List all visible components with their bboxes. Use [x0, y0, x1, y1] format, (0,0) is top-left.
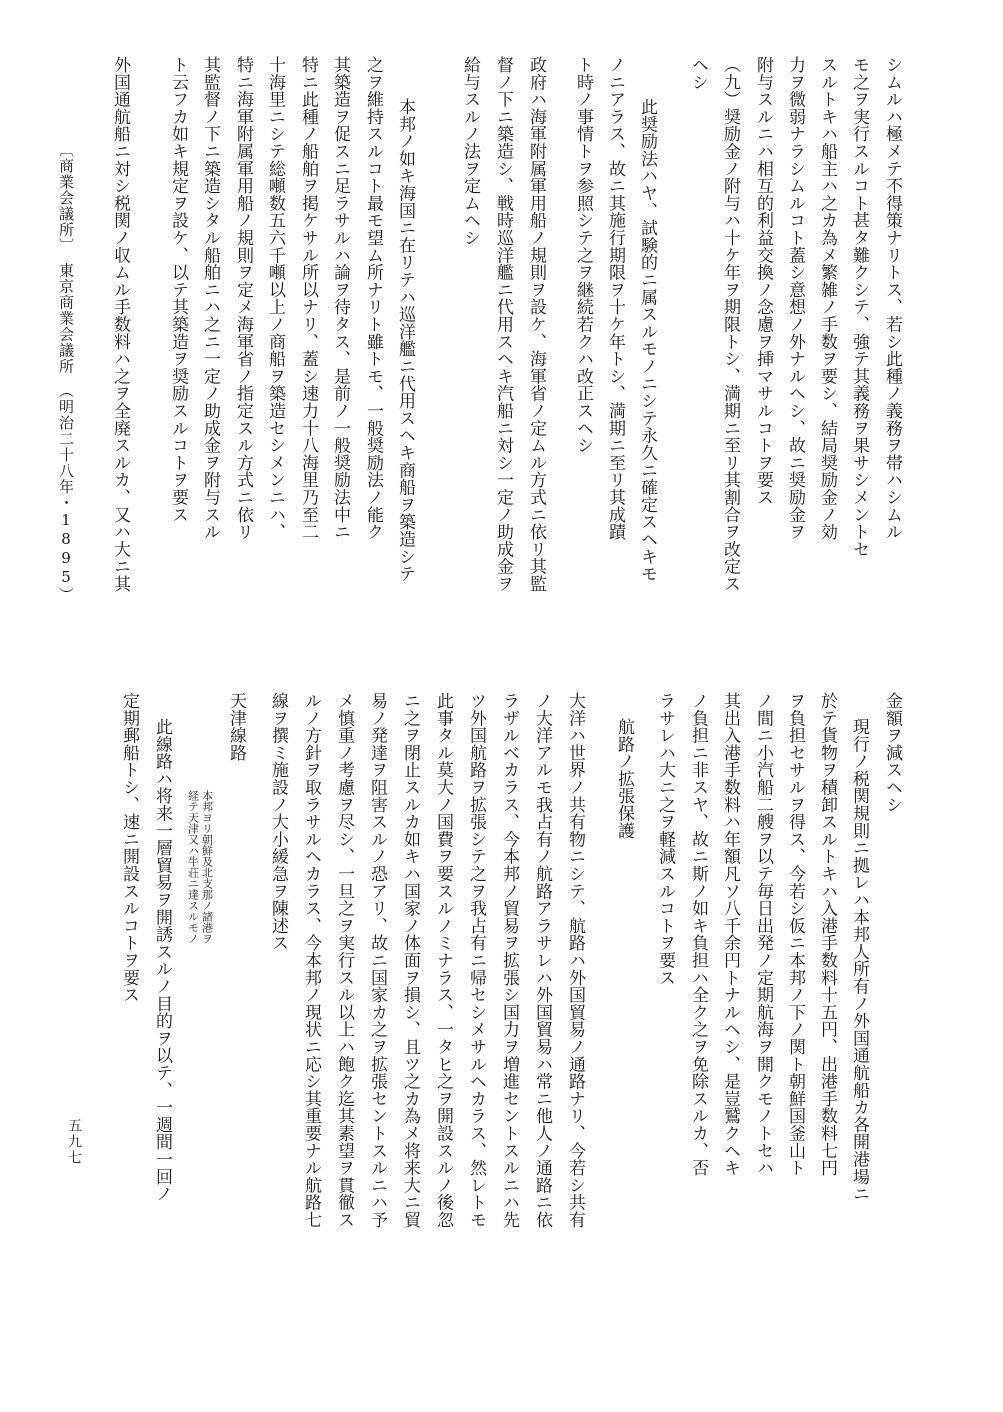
- text-column-bottom: 定期郵船トシ、速ニ開設スルコトヲ要ス: [119, 692, 139, 1004]
- text-column-bottom: 現行ノ税関規則ニ拠レハ本邦人所有ノ外国通航船カ各開港場ニ: [849, 718, 869, 1203]
- route-annotation: 本邦ヨリ朝鮮及北支那ノ諸港ヲ: [200, 790, 214, 944]
- text-column-top: 力ヲ微弱ナラシムルコト蓋シ意想ノ外ナルヘシ、故ニ奨励金ヲ: [785, 56, 805, 541]
- text-column-bottom: メ慎重ノ考慮ヲ尽シ、一旦之ヲ実行スル以上ハ飽ク迄其素望ヲ貫徹ス: [334, 692, 354, 1229]
- text-column-bottom: ノ大洋アルモ我占有ノ航路アラサレハ外国貿易ハ常ニ他人ノ通路ニ依: [532, 692, 552, 1229]
- text-column-bottom: 此事タル莫大ノ国費ヲ要スルノミナラス、一タヒ之ヲ開設スルノ後忽: [433, 692, 453, 1229]
- text-column-top: 督ノ下ニ築造シ、戦時巡洋艦ニ代用スヘキ汽船ニ対シ一定ノ助成金ヲ: [493, 56, 513, 593]
- text-column-bottom: ノ間ニ小汽船二艘ヲ以テ毎日出発ノ定期航海ヲ開クモノトセハ: [753, 692, 773, 1177]
- route-annotation: 経テ天津又ハ牛荘ニ達スルモノ: [186, 790, 200, 944]
- text-column-bottom: ラサレハ大ニ之ヲ軽減スルコトヲ要ス: [655, 692, 675, 987]
- text-column-top: シムルハ極メテ不得策ナリトス、若シ此種ノ義務ヲ帯ハシムル: [882, 56, 902, 541]
- text-column-top: 政府ハ海軍附属軍用船ノ規則ヲ設ケ、海軍省ノ定ムル方式ニ依リ其監: [526, 56, 546, 593]
- text-column-top: 之ヲ維持スルコト最モ望ム所ナリト雖トモ、一般奨励法ノ能ク: [363, 56, 383, 541]
- text-column-bottom: ルノ方針ヲ取ラサルヘカラス、今本邦ノ現状ニ応シ其重要ナル航路七: [301, 692, 321, 1229]
- text-column-bottom: ラザルベカラス、今本邦ノ貿易ヲ拡張シ国力ヲ増進セントスルニハ先: [499, 692, 519, 1229]
- text-column-bottom: 於テ貨物ヲ積卸スルトキハ入港手数料十五円、出港手数料七円: [817, 692, 837, 1177]
- text-column-top: 外国通航船ニ対シ税関ノ収ムル手数料ハ之ヲ全廃スルカ、又ハ大ニ其: [110, 56, 130, 593]
- text-column-top: 其監督ノ下ニ築造シタル船舶ニハ之ニ一定ノ助成金ヲ附与スル: [200, 56, 220, 541]
- text-column-top: ヘシ: [688, 56, 708, 91]
- page-number: 五九七: [66, 1118, 82, 1166]
- text-column-top: 其築造ヲ促スニ足ラサルハ論ヲ待タス、是前ノ一般奨励法中ニ: [330, 56, 350, 541]
- text-column-top: ト云フカ如キ規定ヲ設ケ、以テ其築造ヲ奨励スルコトヲ要ス: [168, 56, 188, 524]
- text-column-top: ト時ノ事情トヲ参照シテ之ヲ継続若クハ改正スヘシ: [573, 56, 593, 454]
- text-column-top: 特ニ此種ノ船舶ヲ掲ケサル所以ナリ、蓋シ速力十八海里乃至二: [298, 56, 318, 541]
- text-column-bottom: 此線路ハ将来一層貿易ヲ開誘スルノ目的ヲ以テ、一週間一回ノ: [152, 718, 172, 1203]
- text-column-top: 特ニ海軍附属軍用船ノ規則ヲ定メ海軍省ノ指定スル方式ニ依リ: [233, 56, 253, 541]
- text-column-top: ノニアラス、故ニ其施行期限ヲ十ケ年トシ、満期ニ至リ其成蹟: [605, 56, 625, 541]
- text-column-top: 本邦ノ如キ海国ニ在リテハ巡洋艦ニ代用スヘキ商船ヲ築造シテ: [395, 98, 415, 583]
- text-column-bottom: 大洋ハ世界ノ共有物ニシテ、航路ハ外国貿易ノ通路ナリ、今若シ共有: [565, 692, 585, 1229]
- text-column-bottom: ツ外国航路ヲ拡張シテ之ヲ我占有ニ帰セシメサルヘカラス、然レトモ: [466, 692, 486, 1229]
- text-column-bottom: 金額ヲ減スヘシ: [882, 692, 902, 814]
- text-column-top: 此奨励法ハヤ、試験的ニ属スルモノニシテ永久ニ確定スヘキモ: [637, 98, 657, 583]
- text-column-top: 附与スルニハ相互的利益交換ノ念慮ヲ挿マサルコトヲ要ス: [753, 56, 773, 506]
- text-column-bottom: ニ之ヲ閉止スルカ如キハ国家ノ体面ヲ損シ、且ツ之カ為メ将来大ニ貿: [400, 692, 420, 1229]
- text-column-bottom: 易ノ発達ヲ阻害スルノ恐アリ、故ニ国家カ之ヲ拡張セントスルニハ予: [367, 692, 387, 1229]
- source-attribution: 〔商業会議所〕 東京商業会議所 （明治二十八年・1895）: [57, 142, 75, 603]
- text-column-top: モ之ヲ実行スルコト甚タ難クシテ、強テ其義務ヲ果サシメントセ: [849, 56, 869, 558]
- text-column-bottom: 線ヲ撰ミ施設ノ大小緩急ヲ陳述ス: [268, 692, 288, 952]
- text-column-bottom: 其出入港手数料ハ年額凡ソ八千余円トナルヘシ、是豈鷲クヘキ: [720, 692, 740, 1177]
- text-column-bottom: ヲ負担セサルヲ得ス、今若シ仮ニ本邦ノ下ノ関ト朝鮮国釜山ト: [785, 692, 805, 1177]
- section-heading: 航路ノ拡張保護: [614, 718, 634, 840]
- text-column-top: 十海里ニシテ総噸数五六千噸以上ノ商船ヲ築造セシメンニハ、: [265, 56, 285, 541]
- text-column-bottom: ノ負担ニ非スヤ、故ニ斯ノ如キ負担ハ全ク之ヲ免除スルカ、否: [688, 692, 708, 1177]
- text-column-top: 給与スルノ法ヲ定ムヘシ: [460, 56, 480, 247]
- route-heading: 天津線路: [226, 692, 246, 762]
- text-column-top: （九）奨励金ノ附与ハ十ケ年ヲ期限トシ、満期ニ至リ其割合ヲ改定ス: [720, 56, 740, 593]
- text-column-top: スルトキハ船主ハ之カ為メ繁雑ノ手数ヲ要シ、結局奨励金ノ効: [817, 56, 837, 541]
